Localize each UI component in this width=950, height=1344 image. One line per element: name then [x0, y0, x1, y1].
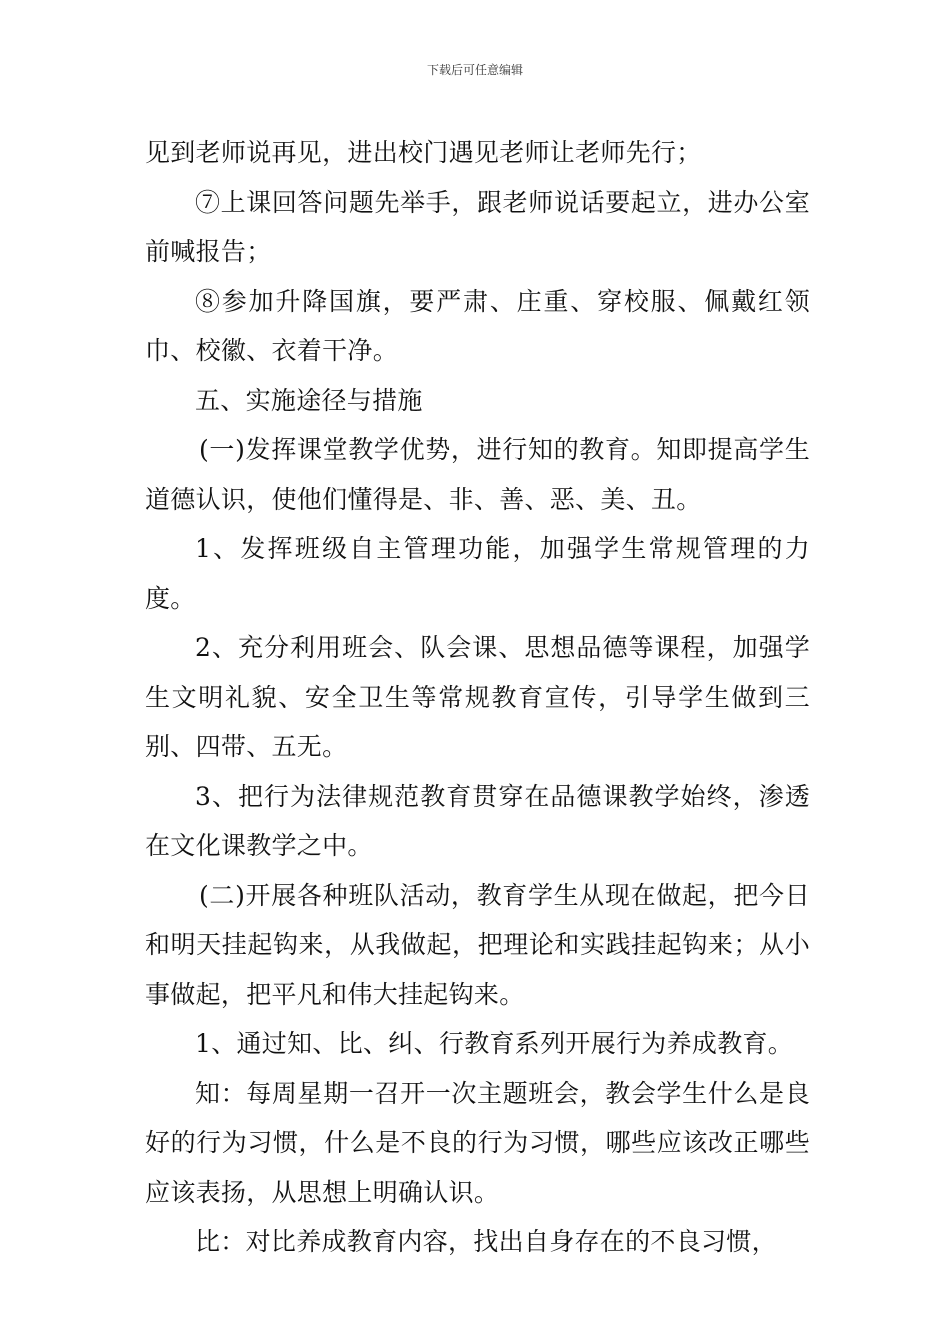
paragraph-know: 知：每周星期一召开一次主题班会，教会学生什么是良好的行为习惯，什么是不良的行为习惯，哪些应该改正哪些应该表扬，从思想上明确认识。: [145, 1078, 810, 1207]
paragraph-compare: 比：对比养成教育内容，找出自身存在的不良习惯，: [195, 1227, 777, 1256]
paragraph-point-1: 1、发挥班级自主管理功能，加强学生常规管理的力度。: [145, 534, 810, 613]
paragraph-point-3: 3、把行为法律规范教育贯穿在品德课教学始终，渗透在文化课教学之中。: [145, 781, 810, 860]
document-body: [145, 128, 810, 1267]
paragraph-item-7: ⑦上课回答问题先举手，跟老师说话要起立，进办公室前喊报告；: [145, 187, 810, 266]
paragraph-continuation: 见到老师说再见，进出校门遇见老师让老师先行；: [145, 138, 702, 167]
subsection-heading-two: (二)开展各种班队活动，教育学生从现在做起，把今日和明天挂起钩来，从我做起，把理论和实践挂起钩来；从小事做起，把平凡和伟大挂起钩来。: [145, 880, 810, 1009]
paragraph-item-8: ⑧参加升降国旗，要严肃、庄重、穿校服、佩戴红领巾、校徽、衣着干净。: [145, 286, 810, 365]
paragraph-point-1b: 1、通过知、比、纠、行教育系列开展行为养成教育。: [195, 1029, 794, 1058]
paragraph-point-2: 2、充分利用班会、队会课、思想品德等课程，加强学生文明礼貌、安全卫生等常规教育宣传，引导学生做到三别、四带、五无。: [145, 633, 810, 761]
page-header: 下载后可任意编辑: [426, 63, 523, 77]
subsection-heading-one: (一)发挥课堂教学优势，进行知的教育。知即提高学生道德认识，使他们懂得是、非、善、恶、美、丑。: [145, 435, 810, 514]
section-heading-five: 五、实施途径与措施: [195, 385, 423, 415]
